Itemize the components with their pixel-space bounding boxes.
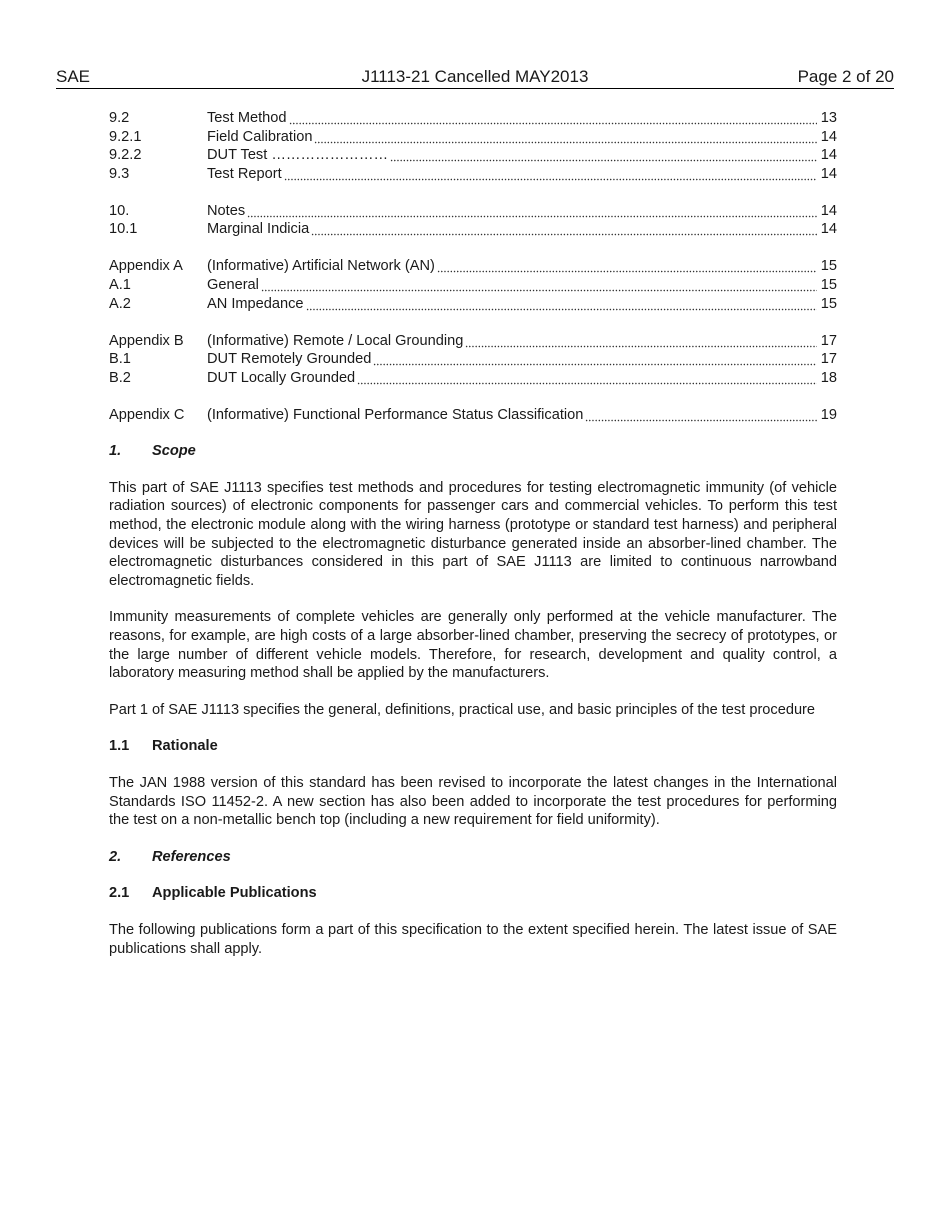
toc-entry-number: 9.3 [109, 165, 130, 182]
toc-entry-page: 19 [820, 406, 837, 423]
toc-group-spacer [109, 239, 837, 257]
toc-entry[interactable] [109, 369, 837, 388]
toc-entry[interactable] [109, 202, 837, 221]
toc-entry-page: 15 [820, 258, 837, 275]
toc-entry-page: 14 [820, 202, 837, 219]
section-heading-scope [109, 442, 837, 461]
toc-entry-number: Appendix B [109, 332, 184, 349]
toc-entry-page: 15 [820, 295, 837, 312]
applicable-publications-paragraph: The following publications form a part of this specification to the extent specified herein. The latest issue of SAE publications shall apply. [109, 921, 837, 957]
toc-dot-leader [314, 128, 817, 147]
toc-entry-title: (Informative) Artificial Network (AN) [207, 258, 435, 275]
toc-entry-page: 14 [820, 165, 837, 182]
page-header [56, 66, 894, 89]
table-of-contents [109, 109, 837, 424]
section-heading-applicable-publications [109, 884, 837, 903]
toc-entry-number: Appendix A [109, 258, 183, 275]
toc-dot-leader [357, 369, 817, 388]
toc-entry-page: 17 [820, 351, 837, 368]
toc-dot-leader [465, 332, 817, 351]
scope-paragraph-1: This part of SAE J1113 specifies test methods and procedures for testing electromagnetic immunity (of vehicle radiation sources) of electronic components for passenger cars and commercial vehicles. To perform this test method, the electronic module along with the wiring harness (prototype or standard test harness) and peripheral devices will be subjected to the electromagnetic disturbance generated inside an absorber-lined chamber. The electromagnetic disturbances considered in this part of SAE J1113 are limited to continuous narrowband electromagnetic fields. [109, 479, 837, 589]
toc-entry-number: 9.2.1 [109, 128, 142, 145]
toc-entry[interactable] [109, 406, 837, 425]
toc-entry-page: 17 [820, 332, 837, 349]
section-heading-references [109, 848, 837, 867]
toc-entry-title: Notes [207, 202, 246, 219]
toc-entry-number: A.1 [109, 276, 131, 293]
toc-entry-title: (Informative) Remote / Local Grounding [207, 332, 464, 349]
toc-entry-number: Appendix C [109, 406, 185, 423]
toc-dot-leader [306, 295, 817, 314]
toc-entry-title: Test Report [207, 165, 282, 182]
section-number: 1. [109, 443, 122, 460]
toc-entry-title: Field Calibration [207, 128, 313, 145]
toc-entry-number: B.2 [109, 369, 131, 386]
toc-entry[interactable] [109, 350, 837, 369]
toc-entry[interactable] [109, 165, 837, 184]
page-content [109, 109, 837, 958]
toc-entry[interactable] [109, 128, 837, 147]
toc-entry-title: Marginal Indicia [207, 221, 310, 238]
toc-entry-title: Test Method [207, 110, 287, 126]
toc-entry-page: 14 [820, 128, 837, 145]
toc-entry[interactable] [109, 220, 837, 239]
toc-group-spacer [109, 183, 837, 201]
toc-entry[interactable] [109, 332, 837, 351]
section-title: Scope [152, 443, 196, 460]
toc-entry[interactable] [109, 146, 837, 165]
header-page-number: Page 2 of 20 [797, 67, 894, 86]
toc-dot-leader [247, 202, 817, 221]
toc-dot-leader [437, 257, 817, 276]
toc-group-spacer [109, 313, 837, 331]
toc-dot-leader [284, 165, 817, 184]
toc-dot-leader [373, 350, 817, 369]
section-number: 2. [109, 848, 122, 865]
toc-entry-number: 9.2 [109, 110, 130, 126]
scope-paragraph-3: Part 1 of SAE J1113 specifies the general, definitions, practical use, and basic principles of the test procedure [109, 701, 816, 718]
toc-entry-page: 15 [820, 276, 837, 293]
toc-entry-title: DUT Remotely Grounded [207, 351, 372, 368]
toc-entry[interactable] [109, 109, 837, 128]
toc-dot-leader [585, 406, 817, 425]
toc-entry-title: (Informative) Functional Performance Status Classification [207, 406, 584, 423]
toc-dot-leader [261, 276, 817, 295]
toc-entry-number: 9.2.2 [109, 147, 142, 164]
section-title: References [152, 848, 231, 865]
toc-entry[interactable] [109, 295, 837, 314]
toc-entry-page: 18 [820, 369, 837, 386]
toc-entry-title: General [207, 276, 259, 293]
header-doc-id: J1113-21 Cancelled MAY2013 [361, 67, 589, 86]
toc-dot-leader [390, 146, 817, 165]
section-title: Rationale [152, 738, 218, 755]
toc-entry-number: B.1 [109, 351, 131, 368]
toc-entry[interactable] [109, 276, 837, 295]
section-number: 2.1 [109, 885, 130, 902]
toc-entry-title: DUT Locally Grounded [207, 369, 356, 386]
toc-entry-page: 14 [820, 221, 837, 238]
rationale-paragraph: The JAN 1988 version of this standard has been revised to incorporate the latest changes in the International Standards ISO 11452-2. A new section has also been added to incorporate the test procedures for performing the test on a non-metallic bench top (including a new requirement for field uniformity). [109, 775, 837, 829]
section-number: 1.1 [109, 738, 130, 755]
toc-entry-number: A.2 [109, 295, 131, 312]
toc-entry-number: 10.1 [109, 221, 138, 238]
section-title: Applicable Publications [152, 885, 317, 902]
toc-entry-number: 10. [109, 202, 130, 219]
toc-entry-title: DUT Test …………………… [207, 147, 389, 164]
toc-entry-page: 14 [820, 147, 837, 164]
header-org: SAE [56, 67, 91, 86]
scope-paragraph-2: Immunity measurements of complete vehicles are generally only performed at the vehicle manufacturer. The reasons, for example, are high costs of a large absorber-lined chamber, preserving the secrecy of prototypes, or the large number of different vehicle models. Therefore, for research, development and quality control, a laboratory measuring method shall be applied by the manufacturers. [109, 609, 837, 682]
toc-entry-page: 13 [820, 110, 837, 126]
toc-entry[interactable] [109, 257, 837, 276]
toc-entry-title: AN Impedance [207, 295, 304, 312]
toc-group-spacer [109, 387, 837, 405]
toc-dot-leader [311, 220, 817, 239]
section-heading-rationale [109, 737, 837, 756]
toc-dot-leader [289, 109, 818, 128]
